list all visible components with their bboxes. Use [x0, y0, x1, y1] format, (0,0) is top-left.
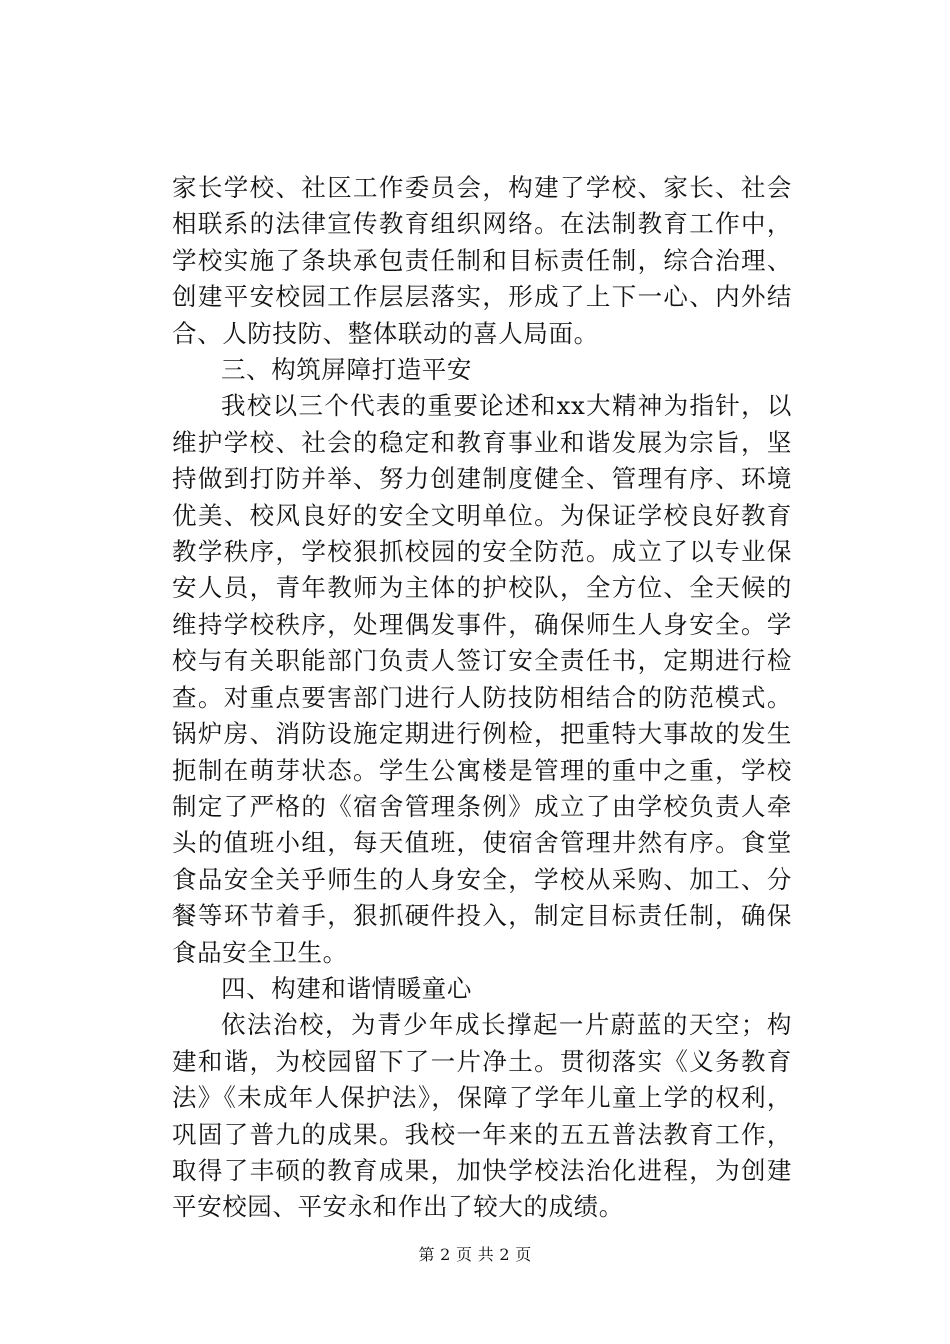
- paragraph-network: 家长学校、社区工作委员会，构建了学校、家长、社会相联系的法律宣传教育组织网络。在法制教育工作中，学校实施了条块承包责任制和目标责任制，综合治理、创建平安校园工作层层落实，形成了上下一心、内外结合、人防技防、整体联动的喜人局面。: [172, 173, 792, 348]
- section-heading-4: 四、构建和谐情暖童心: [221, 973, 472, 1003]
- document-body: [172, 170, 792, 1226]
- paragraph-safety: 我校以三个代表的重要论述和xx大精神为指针，以维护学校、社会的稳定和教育事业和谐发展为宗旨，坚持做到打防并举、努力创建制度健全、管理有序、环境优美、校风良好的安全文明单位。为保证学校良好教育教学秩序，学校狠抓校园的安全防范。成立了以专业保安人员，青年教师为主体的护校队，全方位、全天候的维持学校秩序，处理偶发事件，确保师生人身安全。学校与有关职能部门负责人签订安全责任书，定期进行检查。对重点要害部门进行人防技防相结合的防范模式。锅炉房、消防设施定期进行例检，把重特大事故的发生扼制在萌芽状态。学生公寓楼是管理的重中之重，学校制定了严格的《宿舍管理条例》成立了由学校负责人牵头的值班小组，每天值班，使宿舍管理井然有序。食堂食品安全关乎师生的人身安全，学校从采购、加工、分餐等环节着手，狠抓硬件投入，制定目标责任制，确保食品安全卫生。: [172, 391, 792, 967]
- section-heading-3: 三、构筑屏障打造平安: [221, 355, 472, 385]
- page-number-footer: 第 2 页 共 2 页: [418, 1245, 532, 1264]
- paragraph-harmony: 依法治校，为青少年成长撑起一片蔚蓝的天空；构建和谐，为校园留下了一片净土。贯彻落实《义务教育法》《未成年人保护法》，保障了学年儿童上学的权利，巩固了普九的成果。我校一年来的五五普法教育工作，取得了丰硕的教育成果，加快学校法治化进程，为创建平安校园、平安永和作出了较大的成绩。: [172, 1010, 792, 1222]
